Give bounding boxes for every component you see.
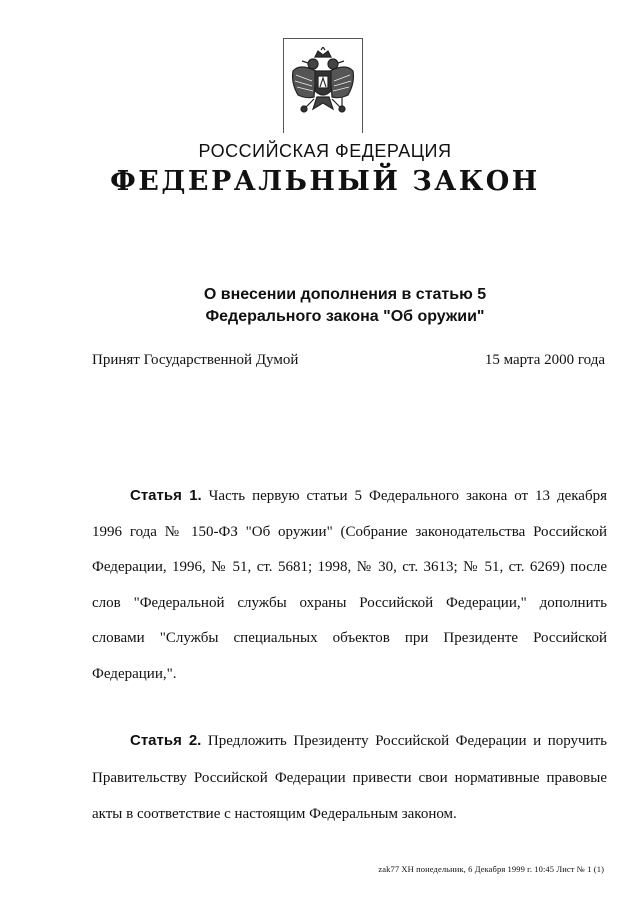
page-footer: zak77 XH понедельник, 6 Декабря 1999 г. 10:45 Лист № 1 (1) (378, 864, 604, 874)
article-1 (92, 478, 607, 692)
article-2 (92, 723, 607, 833)
law-subject-line-2: Федерального закона "Об оружии" (205, 308, 485, 325)
law-subject-line-1: О внесении дополнения в статью 5 (203, 286, 487, 303)
article-2-heading: Статья 2. (130, 732, 202, 749)
law-subject (0, 284, 640, 328)
law-type-title: ФЕДЕРАЛЬНЫЙ ЗАКОН (110, 166, 540, 197)
coat-of-arms-icon (288, 47, 358, 125)
adopted-by: Принят Государственной Думой (92, 352, 299, 368)
emblem-frame (283, 38, 363, 133)
adoption-date: 15 марта 2000 года (484, 352, 605, 368)
adoption-info (92, 352, 605, 369)
article-1-heading: Статья 1. (130, 487, 202, 504)
country-name: РОССИЙСКАЯ ФЕДЕРАЦИЯ (198, 141, 452, 161)
article-2-text: Предложить Президенту Российской Федерации и поручить Правительству Российской Федерации привести свои нормативные правовые акты в соответствие с настоящим Федеральным законом. (92, 733, 607, 822)
article-1-text: Часть первую статьи 5 Федерального закона от 13 декабря 1996 года № 150-ФЗ "Об оружии" (Собрание законодательства Российской Федерации, 1996, № 51, ст. 5681; 1998, № 30, ст. 3613; № 51, ст. 6269) после слов "Федеральной службы охраны Российской Федерации," дополнить словами "Службы специальных объектов при Президенте Российской Федерации,". (92, 488, 607, 682)
